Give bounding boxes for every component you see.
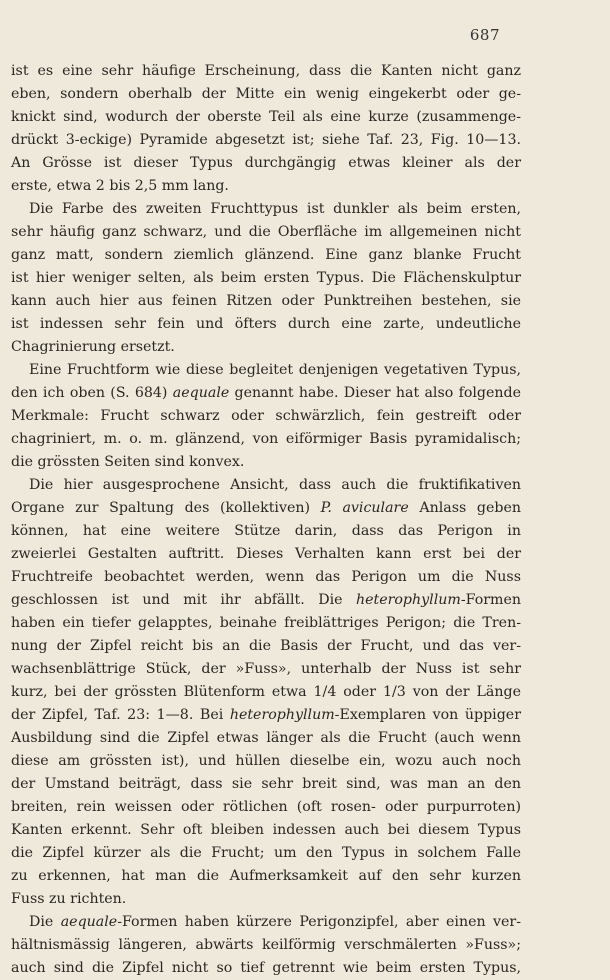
text-line: Chagrinierung ersetzt. [11, 339, 175, 355]
text-line: ist hier weniger selten, als beim ersten Typus. Die Flächenskulptur [11, 270, 521, 286]
text-line: eben, sondern oberhalb der Mitte ein wenig eingekerbt oder ge- [11, 86, 521, 102]
text-line: Die hier ausgesprochene Ansicht, dass auch die fruktifikativen [29, 477, 521, 493]
text-line: Merkmale: Frucht schwarz oder schwärzlich, fein gestreift oder [11, 408, 521, 424]
text-line: Die Farbe des zweiten Fruchttypus ist dunkler als beim ersten, [29, 201, 521, 217]
text-line: der Umstand beiträgt, dass sie sehr breit sind, was man an den [11, 776, 521, 792]
italic-term: heterophyllum [229, 707, 335, 723]
text-line: die Zipfel kürzer als die Frucht; um den Typus in solchem Falle [11, 845, 521, 861]
text-line: Kanten erkennt. Sehr oft bleiben indessen auch bei diesem Typus [11, 822, 521, 838]
italic-term: P. aviculare [320, 500, 409, 516]
text-line: chagriniert, m. o. m. glänzend, von eiförmiger Basis pyramidalisch; [11, 431, 521, 447]
text-line: wachsenblättrige Stück, der »Fuss», unterhalb der Nuss ist sehr [11, 661, 521, 677]
text-line: auch sind die Zipfel nicht so tief getrennt wie beim ersten Typus, [11, 960, 521, 976]
italic-term: heterophyllum [355, 592, 461, 608]
text-line: Eine Fruchtform wie diese begleitet denjenigen vegetativen Typus, [29, 362, 521, 378]
text-line: sehr häufig ganz schwarz, und die Oberfläche im allgemeinen nicht [11, 224, 521, 240]
text-line: die grössten Seiten sind konvex. [11, 454, 245, 470]
text-line: ist indessen sehr fein und öfters durch eine zarte, undeutliche [11, 316, 521, 332]
text-line: kurz, bei der grössten Blütenform etwa 1/4 oder 1/3 von der Länge [11, 684, 521, 700]
text-line: Fruchtreife beobachtet werden, wenn das Perigon um die Nuss [11, 569, 521, 585]
text-line: An Grösse ist dieser Typus durchgängig etwas kleiner als der [11, 155, 521, 171]
text-line: hältnismässig längeren, abwärts keilförmig verschmälerten »Fuss»; [11, 937, 521, 953]
text-line: diese am grössten ist), und hüllen dieselbe ein, wozu auch noch [11, 753, 521, 769]
italic-term: aequale [60, 914, 118, 930]
text-line: geschlossen ist und mit ihr abfällt. Die heterophyllum-Formen [11, 592, 521, 608]
text-line: Die aequale-Formen haben kürzere Perigonzipfel, aber einen ver- [29, 914, 521, 930]
body-text [11, 60, 521, 980]
text-line: Ausbildung sind die Zipfel etwas länger als die Frucht (auch wenn [11, 730, 521, 746]
text-line: breiten, rein weissen oder rötlichen (oft rosen- oder purpurroten) [11, 799, 521, 815]
text-line: nung der Zipfel reicht bis an die Basis der Frucht, und das ver- [11, 638, 521, 654]
text-line: der Zipfel, Taf. 23: 1—8. Bei heterophyllum-Exemplaren von üppiger [11, 707, 521, 723]
text-line: können, hat eine weitere Stütze darin, dass das Perigon in [11, 523, 521, 539]
text-line: ist es eine sehr häufige Erscheinung, dass die Kanten nicht ganz [11, 63, 521, 79]
text-line: haben ein tiefer gelapptes, beinahe freiblättriges Perigon; die Tren- [11, 615, 521, 631]
text-line: zu erkennen, hat man die Aufmerksamkeit auf den sehr kurzen [11, 868, 521, 884]
text-line: den ich oben (S. 684) aequale genannt habe. Dieser hat also folgende [11, 385, 521, 401]
page-number: 687 [469, 26, 500, 44]
text-line: Fuss zu richten. [11, 891, 127, 907]
text-line: drückt 3-eckige) Pyramide abgesetzt ist; siehe Taf. 23, Fig. 10—13. [11, 132, 521, 148]
italic-term: aequale [172, 385, 230, 401]
text-line: knickt sind, wodurch der oberste Teil als eine kurze (zusammenge- [11, 109, 521, 125]
text-line: zweierlei Gestalten auftritt. Dieses Verhalten kann erst bei der [11, 546, 521, 562]
text-line: ganz matt, sondern ziemlich glänzend. Eine ganz blanke Frucht [11, 247, 521, 263]
text-line: erste, etwa 2 bis 2,5 mm lang. [11, 178, 229, 194]
text-line: Organe zur Spaltung des (kollektiven) P. aviculare Anlass geben [11, 500, 522, 516]
text-line: kann auch hier aus feinen Ritzen oder Punktreihen bestehen, sie [11, 293, 521, 309]
